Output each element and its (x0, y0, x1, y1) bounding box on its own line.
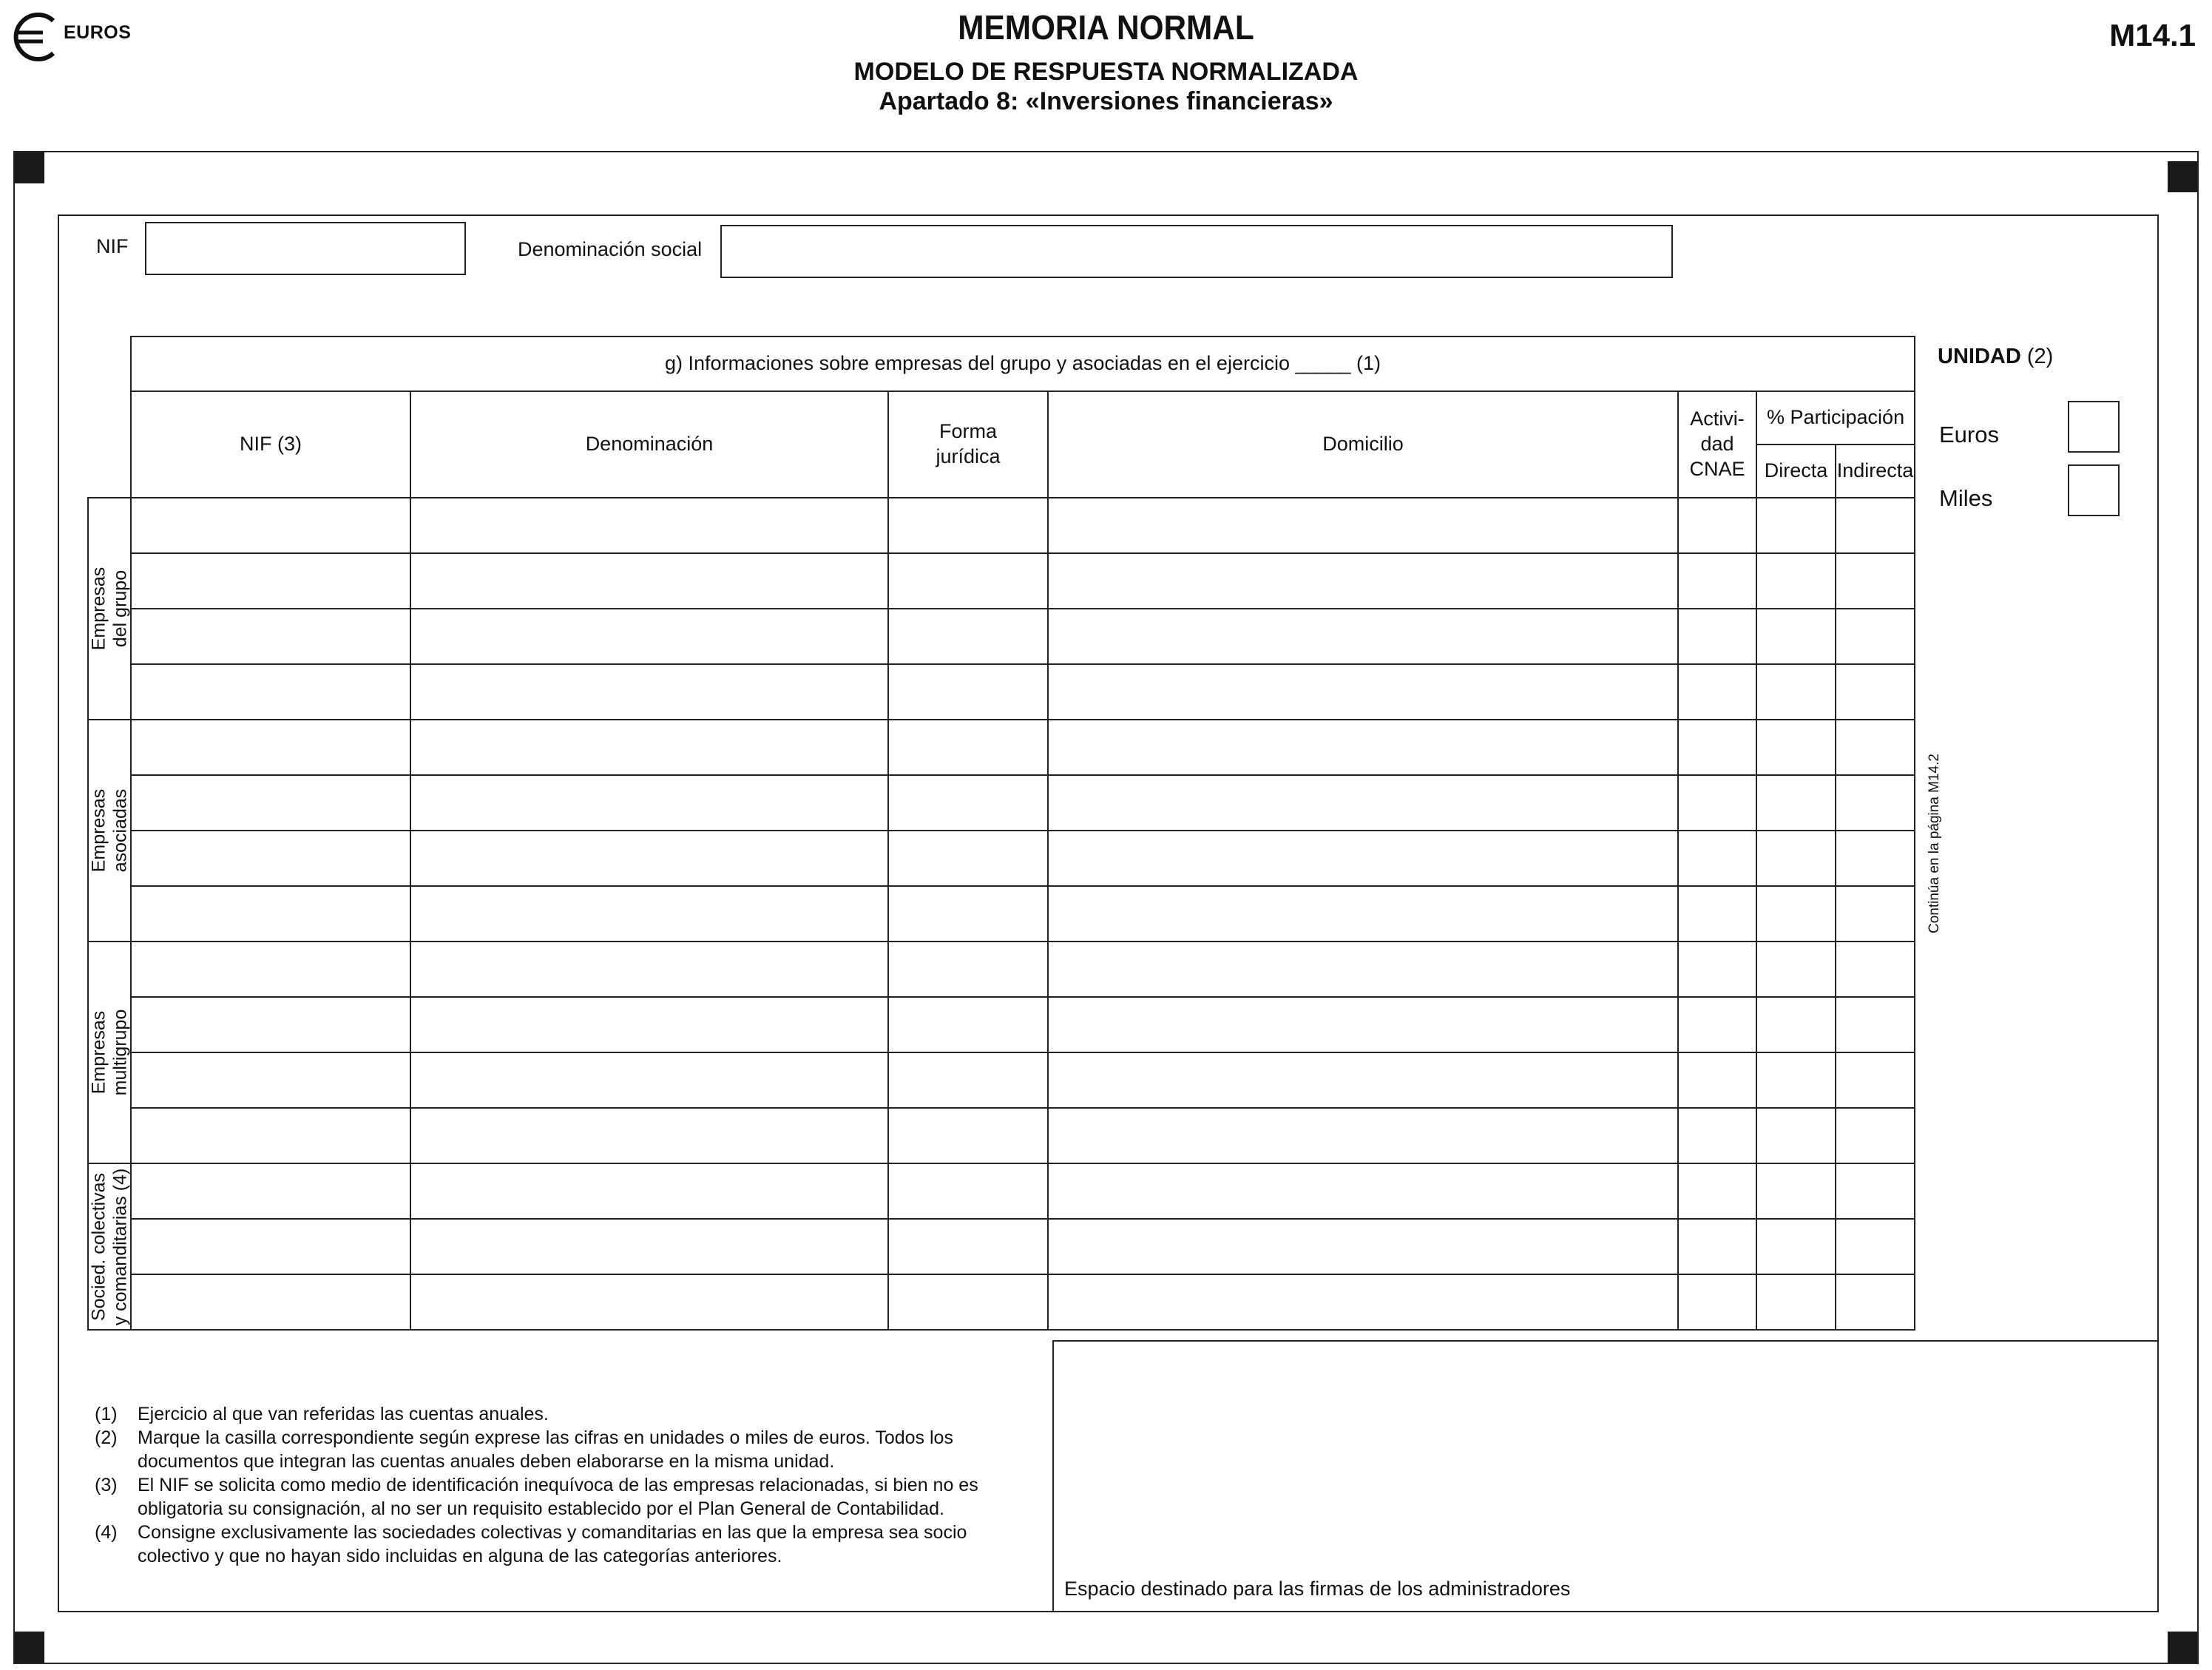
continua-note: Continúa en la página M14.2 (1927, 754, 1942, 933)
actividad-cell[interactable] (1678, 997, 1756, 1052)
domicilio-cell[interactable] (1048, 1163, 1678, 1219)
indirecta-cell[interactable] (1836, 1108, 1915, 1163)
nif-cell[interactable] (131, 720, 410, 775)
table-row (88, 1052, 1915, 1108)
col-header-forma-line2: jurídica (936, 445, 1001, 467)
indirecta-cell[interactable] (1836, 1163, 1915, 1219)
table-row (88, 498, 1915, 553)
indirecta-cell[interactable] (1836, 942, 1915, 997)
footnote-number: (4) (95, 1522, 118, 1543)
nif-cell[interactable] (131, 664, 410, 720)
empresas-table (87, 336, 1915, 1331)
group-label (88, 789, 131, 873)
group-label-cell (88, 498, 131, 720)
table-row (88, 664, 1915, 720)
actividad-cell[interactable] (1678, 498, 1756, 553)
denominacion-social-field[interactable] (720, 225, 1673, 278)
actividad-cell[interactable] (1678, 1274, 1756, 1330)
domicilio-cell[interactable] (1048, 886, 1678, 942)
footnote-number: (3) (95, 1475, 118, 1495)
actividad-cell[interactable] (1678, 609, 1756, 664)
forma-juridica-cell[interactable] (888, 1052, 1048, 1108)
indirecta-cell[interactable] (1836, 553, 1915, 609)
directa-cell[interactable] (1756, 664, 1836, 720)
col-header-nif: NIF (3) (131, 391, 410, 498)
footnote-text: Ejercicio al que van referidas las cuentas anuales. (138, 1404, 549, 1424)
nif-field[interactable] (145, 222, 466, 275)
col-header-forma-juridica (888, 391, 1048, 498)
signature-label: Espacio destinado para las firmas de los administradores (1064, 1578, 1571, 1600)
footnote-number: (2) (95, 1427, 118, 1448)
denominacion-cell[interactable] (410, 720, 888, 775)
directa-cell[interactable] (1756, 997, 1836, 1052)
col-header-indirecta: Indirecta (1836, 444, 1915, 498)
directa-cell[interactable] (1756, 1219, 1836, 1274)
registration-mark-top-right (2168, 161, 2197, 192)
group-label-line2: asociadas (109, 788, 130, 873)
unidad-title (1938, 345, 2053, 369)
forma-juridica-cell[interactable] (888, 609, 1048, 664)
domicilio-cell[interactable] (1048, 498, 1678, 553)
footnote-text: Marque la casilla correspondiente según exprese las cifras en unidades o miles de euros. Todos los documentos que integran las cuentas anuales deben elaborarse en la misma unidad. (138, 1427, 953, 1472)
forma-juridica-cell[interactable] (888, 1219, 1048, 1274)
denominacion-cell[interactable] (410, 831, 888, 886)
denominacion-cell[interactable] (410, 1052, 888, 1108)
signature-box[interactable] (1052, 1340, 2159, 1612)
table-row (88, 1219, 1915, 1274)
denominacion-cell[interactable] (410, 498, 888, 553)
actividad-cell[interactable] (1678, 831, 1756, 886)
col-header-directa: Directa (1756, 444, 1836, 498)
directa-cell[interactable] (1756, 1108, 1836, 1163)
forma-juridica-cell[interactable] (888, 498, 1048, 553)
nif-cell[interactable] (131, 1052, 410, 1108)
table-row (88, 1108, 1915, 1163)
indirecta-cell[interactable] (1836, 831, 1915, 886)
table-row (88, 720, 1915, 775)
denominacion-cell[interactable] (410, 664, 888, 720)
table-row (88, 997, 1915, 1052)
indirecta-cell[interactable] (1836, 664, 1915, 720)
nif-cell[interactable] (131, 886, 410, 942)
denominacion-cell[interactable] (410, 553, 888, 609)
actividad-cell[interactable] (1678, 775, 1756, 831)
directa-cell[interactable] (1756, 498, 1836, 553)
actividad-cell[interactable] (1678, 942, 1756, 997)
table-row (88, 1274, 1915, 1330)
nif-cell[interactable] (131, 997, 410, 1052)
nif-cell[interactable] (131, 775, 410, 831)
indirecta-cell[interactable] (1836, 997, 1915, 1052)
forma-juridica-cell[interactable] (888, 831, 1048, 886)
unidad-miles-checkbox[interactable] (2068, 464, 2120, 516)
nif-cell[interactable] (131, 1108, 410, 1163)
domicilio-cell[interactable] (1048, 942, 1678, 997)
domicilio-cell[interactable] (1048, 1052, 1678, 1108)
directa-cell[interactable] (1756, 886, 1836, 942)
nif-cell[interactable] (131, 498, 410, 553)
directa-cell[interactable] (1756, 609, 1836, 664)
nif-label: NIF (96, 235, 129, 257)
actividad-cell[interactable] (1678, 720, 1756, 775)
col-header-participacion: % Participación (1756, 391, 1915, 444)
indirecta-cell[interactable] (1836, 720, 1915, 775)
forma-juridica-cell[interactable] (888, 1274, 1048, 1330)
domicilio-cell[interactable] (1048, 1274, 1678, 1330)
group-label-cell (88, 942, 131, 1163)
nif-cell[interactable] (131, 831, 410, 886)
group-label-line1: Empresas (88, 788, 109, 873)
currency-label: EUROS (64, 22, 132, 43)
domicilio-cell[interactable] (1048, 831, 1678, 886)
actividad-cell[interactable] (1678, 1108, 1756, 1163)
col-header-actividad-line1: Activi- (1690, 408, 1745, 430)
group-label-line1: Empresas (88, 1010, 109, 1095)
denominacion-cell[interactable] (410, 1163, 888, 1219)
group-label-line1: Socied. colectivas (88, 1172, 109, 1321)
form-code: M14.1 (2109, 18, 2196, 53)
actividad-cell[interactable] (1678, 1163, 1756, 1219)
page-title: MEMORIA NORMAL (958, 8, 1254, 47)
footnote (95, 1521, 1026, 1568)
denominacion-cell[interactable] (410, 1108, 888, 1163)
domicilio-cell[interactable] (1048, 1219, 1678, 1274)
col-header-denominacion: Denominación (410, 391, 888, 498)
directa-cell[interactable] (1756, 1052, 1836, 1108)
forma-juridica-cell[interactable] (888, 942, 1048, 997)
nif-cell[interactable] (131, 553, 410, 609)
footnote (95, 1402, 1026, 1426)
unidad-miles-label: Miles (1939, 485, 1993, 511)
denominacion-cell[interactable] (410, 942, 888, 997)
table-row (88, 775, 1915, 831)
actividad-cell[interactable] (1678, 664, 1756, 720)
col-header-forma-line1: Forma (938, 420, 997, 443)
directa-cell[interactable] (1756, 1163, 1836, 1219)
footnote-text: Consigne exclusivamente las sociedades colectivas y comanditarias en las que la empresa sea socio colectivo y que no hayan sido incluidas en alguna de las categorías anteriores. (138, 1522, 967, 1566)
actividad-cell[interactable] (1678, 1052, 1756, 1108)
table-title: g) Informaciones sobre empresas del grupo y asociadas en el ejercicio _____ (1) (131, 337, 1915, 391)
group-label (88, 1168, 131, 1325)
table-row (88, 553, 1915, 609)
registration-mark-bottom-left (15, 1632, 44, 1663)
col-header-domicilio: Domicilio (1048, 391, 1678, 498)
forma-juridica-cell[interactable] (888, 1163, 1048, 1219)
actividad-cell[interactable] (1678, 1219, 1756, 1274)
directa-cell[interactable] (1756, 720, 1836, 775)
table-row (88, 609, 1915, 664)
directa-cell[interactable] (1756, 1274, 1836, 1330)
nif-cell[interactable] (131, 1163, 410, 1219)
forma-juridica-cell[interactable] (888, 775, 1048, 831)
directa-cell[interactable] (1756, 775, 1836, 831)
footnotes (95, 1402, 1026, 1568)
domicilio-cell[interactable] (1048, 720, 1678, 775)
euro-icon (10, 10, 64, 64)
col-header-actividad-line2: dad (1700, 433, 1734, 456)
unidad-euros-label: Euros (1939, 422, 1999, 447)
denominacion-cell[interactable] (410, 775, 888, 831)
domicilio-cell[interactable] (1048, 553, 1678, 609)
denominacion-cell[interactable] (410, 1274, 888, 1330)
denominacion-cell[interactable] (410, 1219, 888, 1274)
indirecta-cell[interactable] (1836, 498, 1915, 553)
forma-juridica-cell[interactable] (888, 886, 1048, 942)
registration-mark-bottom-right (2168, 1632, 2197, 1663)
indirecta-cell[interactable] (1836, 1219, 1915, 1274)
forma-juridica-cell[interactable] (888, 1108, 1048, 1163)
footnote-number: (1) (95, 1404, 118, 1424)
footnote (95, 1426, 1026, 1473)
group-label (88, 567, 131, 651)
forma-juridica-cell[interactable] (888, 997, 1048, 1052)
denominacion-cell[interactable] (410, 886, 888, 942)
group-label-line2: y comanditarias (4) (109, 1168, 130, 1325)
indirecta-cell[interactable] (1836, 886, 1915, 942)
indirecta-cell[interactable] (1836, 609, 1915, 664)
domicilio-cell[interactable] (1048, 775, 1678, 831)
page-subtitle: MODELO DE RESPUESTA NORMALIZADA (853, 58, 1359, 86)
section-title: Apartado 8: «Inversiones financieras» (879, 87, 1333, 115)
unidad-title-note: (2) (2026, 345, 2054, 368)
domicilio-cell[interactable] (1048, 664, 1678, 720)
group-label-line2: del grupo (109, 569, 130, 648)
table-row (88, 831, 1915, 886)
forma-juridica-cell[interactable] (888, 553, 1048, 609)
indirecta-cell[interactable] (1836, 1274, 1915, 1330)
domicilio-cell[interactable] (1048, 609, 1678, 664)
table-row (88, 1163, 1915, 1219)
unidad-euros-checkbox[interactable] (2068, 401, 2120, 453)
group-label-line1: Empresas (88, 567, 109, 651)
directa-cell[interactable] (1756, 553, 1836, 609)
nif-cell[interactable] (131, 942, 410, 997)
table-row (88, 886, 1915, 942)
domicilio-cell[interactable] (1048, 1108, 1678, 1163)
footnote-text: El NIF se solicita como medio de identificación inequívoca de las empresas relacionadas, si bien no es obligatoria su consignación, al no ser un requisito establecido por el Plan General de Contabilidad. (138, 1475, 978, 1519)
group-label-cell (88, 720, 131, 942)
nif-cell[interactable] (131, 1274, 410, 1330)
domicilio-cell[interactable] (1048, 997, 1678, 1052)
denominacion-cell[interactable] (410, 997, 888, 1052)
actividad-cell[interactable] (1678, 553, 1756, 609)
indirecta-cell[interactable] (1836, 1052, 1915, 1108)
directa-cell[interactable] (1756, 831, 1836, 886)
group-label-line2: multigrupo (109, 1009, 130, 1096)
forma-juridica-cell[interactable] (888, 720, 1048, 775)
group-label-cell (88, 1163, 131, 1330)
actividad-cell[interactable] (1678, 886, 1756, 942)
directa-cell[interactable] (1756, 942, 1836, 997)
group-label (88, 1010, 131, 1096)
denominacion-cell[interactable] (410, 609, 888, 664)
denominacion-social-label: Denominación social (518, 238, 703, 260)
nif-cell[interactable] (131, 609, 410, 664)
forma-juridica-cell[interactable] (888, 664, 1048, 720)
col-header-actividad-cnae (1678, 391, 1756, 498)
table-row (88, 942, 1915, 997)
registration-mark-top-left (15, 152, 44, 183)
nif-cell[interactable] (131, 1219, 410, 1274)
unidad-title-label: UNIDAD (1938, 345, 2021, 368)
indirecta-cell[interactable] (1836, 775, 1915, 831)
col-header-actividad-line3: CNAE (1689, 457, 1745, 480)
footnote (95, 1473, 1026, 1521)
